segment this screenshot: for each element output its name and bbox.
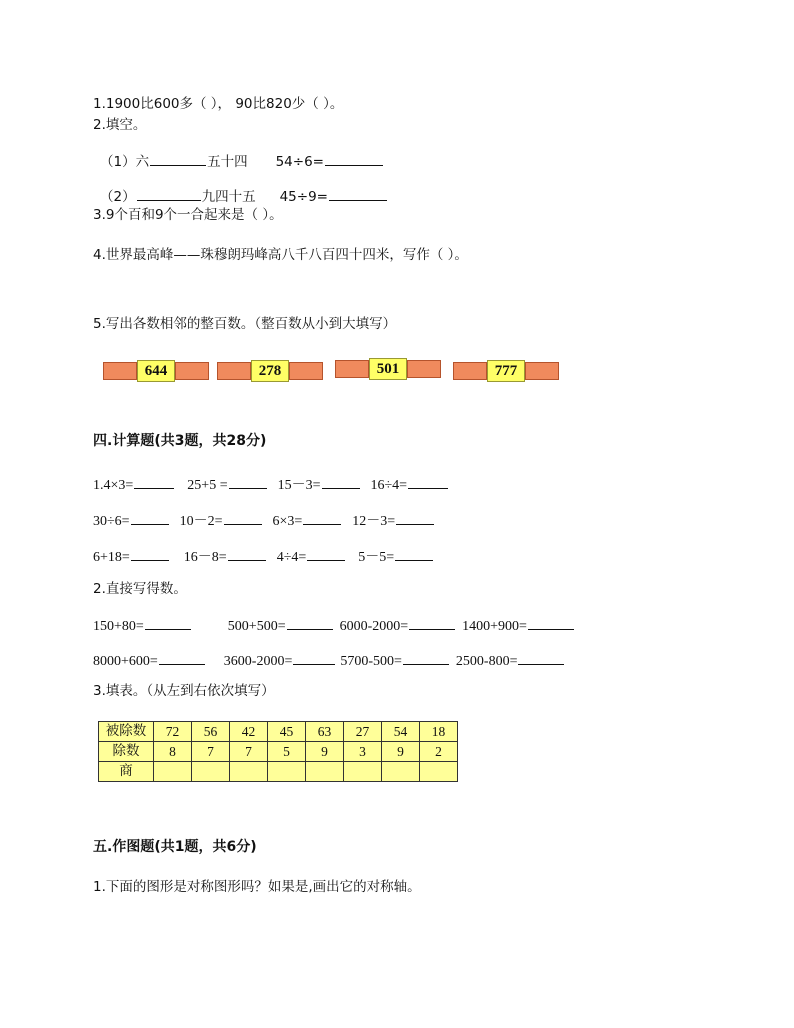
row-expr: 45÷9= bbox=[279, 189, 328, 205]
question-4: 4.世界最高峰——珠穆朗玛峰高八千八百四十四米，写作（ ）。 bbox=[93, 247, 468, 263]
table-cell: 2 bbox=[420, 742, 458, 762]
calc-expr: 2500-800= bbox=[455, 654, 518, 669]
division-table bbox=[98, 721, 458, 782]
row-header: 商 bbox=[99, 762, 154, 782]
calc-expr: 8000+600= bbox=[93, 654, 158, 669]
answer-cell[interactable] bbox=[154, 762, 192, 782]
answer-box-right[interactable] bbox=[525, 362, 559, 380]
answer-cell[interactable] bbox=[382, 762, 420, 782]
answer-cell[interactable] bbox=[420, 762, 458, 782]
answer-blank[interactable] bbox=[134, 474, 174, 489]
table-cell: 7 bbox=[230, 742, 268, 762]
calc-expr: 5700-500= bbox=[340, 654, 402, 669]
table-row-quotient bbox=[99, 762, 458, 782]
table-cell: 54 bbox=[382, 722, 420, 742]
answer-box-left[interactable] bbox=[453, 362, 487, 380]
answer-blank[interactable] bbox=[518, 650, 564, 665]
table-cell: 5 bbox=[268, 742, 306, 762]
answer-box-right[interactable] bbox=[407, 360, 441, 378]
answer-cell[interactable] bbox=[306, 762, 344, 782]
calc-row-5 bbox=[93, 650, 565, 671]
answer-blank[interactable] bbox=[131, 546, 169, 561]
calc-q2-title: 2.直接写得数。 bbox=[93, 581, 187, 597]
calc-expr: 16－8= bbox=[183, 550, 227, 565]
table-cell: 63 bbox=[306, 722, 344, 742]
row-label: （2） bbox=[100, 189, 136, 205]
section-4-heading: 四.计算题(共3题，共28分) bbox=[93, 433, 267, 449]
table-cell: 72 bbox=[154, 722, 192, 742]
number-box: 278 bbox=[251, 360, 289, 382]
answer-blank[interactable] bbox=[224, 510, 262, 525]
calc-expr: 10－2= bbox=[179, 514, 223, 529]
answer-blank[interactable] bbox=[528, 615, 574, 630]
table-cell: 42 bbox=[230, 722, 268, 742]
calc-expr: 25+5 = bbox=[187, 478, 228, 493]
calc-expr: 30÷6= bbox=[93, 514, 130, 529]
table-cell: 27 bbox=[344, 722, 382, 742]
question-3: 3.9个百和9个一合起来是（ ）。 bbox=[93, 207, 283, 223]
calc-row-4 bbox=[93, 615, 575, 636]
table-cell: 7 bbox=[192, 742, 230, 762]
table-cell: 18 bbox=[420, 722, 458, 742]
calc-expr: 1.4×3= bbox=[93, 478, 134, 493]
table-cell: 56 bbox=[192, 722, 230, 742]
question-1: 1.1900比600多（ ）， 90比820少（ ）。 bbox=[93, 96, 344, 112]
answer-box-right[interactable] bbox=[289, 362, 323, 380]
row-middle: 五十四 bbox=[207, 154, 248, 170]
table-cell: 45 bbox=[268, 722, 306, 742]
answer-blank[interactable] bbox=[395, 546, 433, 561]
number-box: 777 bbox=[487, 360, 525, 382]
section-5-heading: 五.作图题(共1题，共6分) bbox=[93, 839, 257, 855]
answer-cell[interactable] bbox=[268, 762, 306, 782]
question-2-title: 2.填空。 bbox=[93, 117, 147, 133]
calc-row-2 bbox=[93, 510, 435, 531]
calc-row-1 bbox=[93, 474, 449, 495]
answer-blank[interactable] bbox=[159, 650, 205, 665]
table-row-dividend bbox=[99, 722, 458, 742]
calc-expr: 6000-2000= bbox=[339, 619, 409, 634]
section-5-question-1: 1.下面的图形是对称图形吗？如果是,画出它的对称轴。 bbox=[93, 879, 421, 895]
calc-expr: 6×3= bbox=[272, 514, 303, 529]
answer-blank[interactable] bbox=[150, 151, 206, 166]
answer-blank[interactable] bbox=[137, 186, 201, 201]
answer-blank[interactable] bbox=[409, 615, 455, 630]
calc-expr: 150+80= bbox=[93, 619, 144, 634]
table-cell: 9 bbox=[382, 742, 420, 762]
answer-box-left[interactable] bbox=[103, 362, 137, 380]
answer-cell[interactable] bbox=[192, 762, 230, 782]
answer-box-left[interactable] bbox=[217, 362, 251, 380]
calc-expr: 3600-2000= bbox=[223, 654, 293, 669]
row-middle: 九四十五 bbox=[201, 189, 256, 205]
calc-q3-title: 3.填表。（从左到右依次填写） bbox=[93, 683, 275, 699]
calc-row-3 bbox=[93, 546, 434, 567]
calc-expr: 500+500= bbox=[227, 619, 286, 634]
row-label: （1）六 bbox=[100, 154, 150, 170]
answer-blank[interactable] bbox=[145, 615, 191, 630]
answer-blank[interactable] bbox=[229, 474, 267, 489]
calc-expr: 12－3= bbox=[352, 514, 396, 529]
answer-blank[interactable] bbox=[293, 650, 335, 665]
number-box-group bbox=[453, 360, 559, 382]
number-box: 644 bbox=[137, 360, 175, 382]
question-2-row-1 bbox=[100, 151, 384, 171]
answer-blank[interactable] bbox=[307, 546, 345, 561]
answer-box-left[interactable] bbox=[335, 360, 369, 378]
row-header: 被除数 bbox=[99, 722, 154, 742]
answer-blank[interactable] bbox=[287, 615, 333, 630]
answer-cell[interactable] bbox=[344, 762, 382, 782]
answer-blank[interactable] bbox=[131, 510, 169, 525]
question-2-row-2 bbox=[100, 186, 388, 206]
number-box-group bbox=[103, 360, 209, 382]
row-expr: 54÷6= bbox=[275, 154, 324, 170]
answer-blank[interactable] bbox=[329, 186, 387, 201]
question-5: 5.写出各数相邻的整百数。（整百数从小到大填写） bbox=[93, 316, 397, 332]
calc-expr: 1400+900= bbox=[462, 619, 527, 634]
answer-blank[interactable] bbox=[322, 474, 360, 489]
answer-blank[interactable] bbox=[228, 546, 266, 561]
calc-expr: 6+18= bbox=[93, 550, 130, 565]
calc-expr: 4÷4= bbox=[276, 550, 307, 565]
number-box-group bbox=[217, 360, 323, 382]
calc-expr: 16÷4= bbox=[370, 478, 408, 493]
answer-box-right[interactable] bbox=[175, 362, 209, 380]
row-header: 除数 bbox=[99, 742, 154, 762]
answer-blank[interactable] bbox=[325, 151, 383, 166]
table-cell: 3 bbox=[344, 742, 382, 762]
table-cell: 8 bbox=[154, 742, 192, 762]
answer-blank[interactable] bbox=[303, 510, 341, 525]
answer-blank[interactable] bbox=[403, 650, 449, 665]
table-cell: 9 bbox=[306, 742, 344, 762]
answer-blank[interactable] bbox=[408, 474, 448, 489]
number-box-group bbox=[335, 358, 441, 380]
answer-cell[interactable] bbox=[230, 762, 268, 782]
calc-expr: 5－5= bbox=[358, 550, 395, 565]
table-row-divisor bbox=[99, 742, 458, 762]
calc-expr: 15－3= bbox=[277, 478, 321, 493]
number-box: 501 bbox=[369, 358, 407, 380]
answer-blank[interactable] bbox=[396, 510, 434, 525]
